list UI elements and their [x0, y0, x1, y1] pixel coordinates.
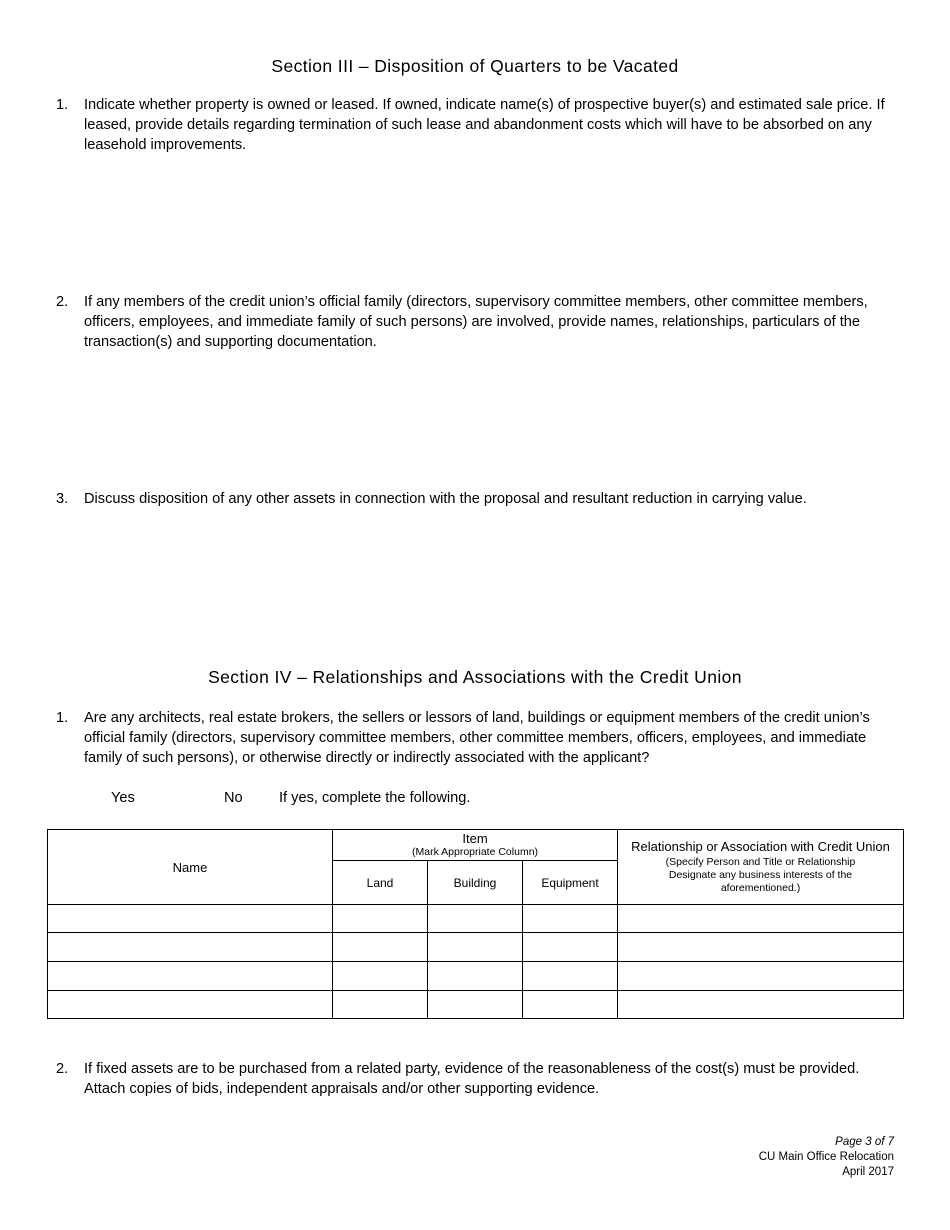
item-number: 1.	[56, 710, 69, 726]
item-number: 2.	[56, 1061, 69, 1077]
item-number: 2.	[56, 294, 69, 310]
page-footer	[759, 1135, 894, 1180]
section-3-heading: Section III – Disposition of Quarters to be Vacated	[271, 56, 679, 76]
item-text: Discuss disposition of any other assets in connection with the proposal and resultant reduction in carrying value.	[84, 491, 807, 507]
table-row	[48, 905, 904, 933]
associations-table	[47, 829, 904, 1019]
section-4-heading: Section IV – Relationships and Associations with the Credit Union	[208, 667, 742, 687]
building-cell[interactable]	[428, 905, 523, 933]
relationship-header-title: Relationship or Association with Credit Union	[631, 839, 890, 854]
relationship-cell[interactable]	[618, 933, 904, 962]
item-text: If fixed assets are to be purchased from a related party, evidence of the reasonableness of the cost(s) must be provided. Attach copies of bids, independent appraisals and/or other supporting evidence.	[84, 1061, 860, 1097]
relationship-cell[interactable]	[618, 962, 904, 991]
relationship-cell[interactable]	[618, 905, 904, 933]
name-cell[interactable]	[48, 962, 333, 991]
item-text: Are any architects, real estate brokers, the sellers or lessors of land, buildings or equipment members of the credit union’s official family (directors, supervisory committee members, other committee members, officers, employees, and immediate family of such persons), or otherwise directly or indirectly associated with the applicant?	[84, 710, 870, 766]
name-cell[interactable]	[48, 933, 333, 962]
building-cell[interactable]	[428, 962, 523, 991]
table-row	[48, 933, 904, 962]
name-cell[interactable]	[48, 991, 333, 1019]
building-cell[interactable]	[428, 991, 523, 1019]
section-3-item-3	[56, 490, 886, 510]
yes-option[interactable]: Yes	[111, 790, 135, 806]
land-cell[interactable]	[333, 905, 428, 933]
no-option[interactable]: No	[224, 790, 243, 806]
form-title: CU Main Office Relocation	[758, 1151, 894, 1163]
section-3-item-1	[56, 96, 886, 155]
section-4-item-2	[56, 1060, 886, 1100]
name-header: Name	[48, 830, 333, 905]
equipment-cell[interactable]	[523, 991, 618, 1019]
building-cell[interactable]	[428, 933, 523, 962]
item-header	[333, 830, 618, 861]
relationship-header-note: (Specify Person and Title or Relationship Designate any business interests of the aforementioned.)	[665, 856, 856, 894]
equipment-column-header: Equipment	[523, 861, 618, 905]
table-row	[48, 991, 904, 1019]
item-header-title: Item	[462, 831, 488, 846]
land-column-header: Land	[333, 861, 428, 905]
item-text: If any members of the credit union’s official family (directors, supervisory committee members, other committee members, officers, employees, and immediate family of such persons) are involved, provide names, relationships, particulars of the transaction(s) and supporting documentation.	[84, 294, 868, 350]
page-number: Page 3 of 7	[835, 1136, 894, 1148]
item-number: 3.	[56, 491, 69, 507]
land-cell[interactable]	[333, 933, 428, 962]
name-cell[interactable]	[48, 905, 333, 933]
equipment-cell[interactable]	[523, 905, 618, 933]
table-row	[48, 962, 904, 991]
section-3-item-2	[56, 293, 886, 352]
item-header-note: (Mark Appropriate Column)	[411, 846, 539, 858]
equipment-cell[interactable]	[523, 962, 618, 991]
if-yes-instruction: If yes, complete the following.	[279, 790, 471, 806]
equipment-cell[interactable]	[523, 933, 618, 962]
section-4-item-1	[56, 709, 886, 768]
relationship-header	[618, 830, 904, 905]
item-text: Indicate whether property is owned or leased. If owned, indicate name(s) of prospective buyer(s) and estimated sale price. If leased, provide details regarding termination of such lease and abandonment costs which will have to be absorbed on any leasehold improvements.	[84, 97, 885, 153]
item-number: 1.	[56, 97, 69, 113]
relationship-cell[interactable]	[618, 991, 904, 1019]
land-cell[interactable]	[333, 962, 428, 991]
form-date: April 2017	[842, 1166, 894, 1178]
building-column-header: Building	[428, 861, 523, 905]
land-cell[interactable]	[333, 991, 428, 1019]
